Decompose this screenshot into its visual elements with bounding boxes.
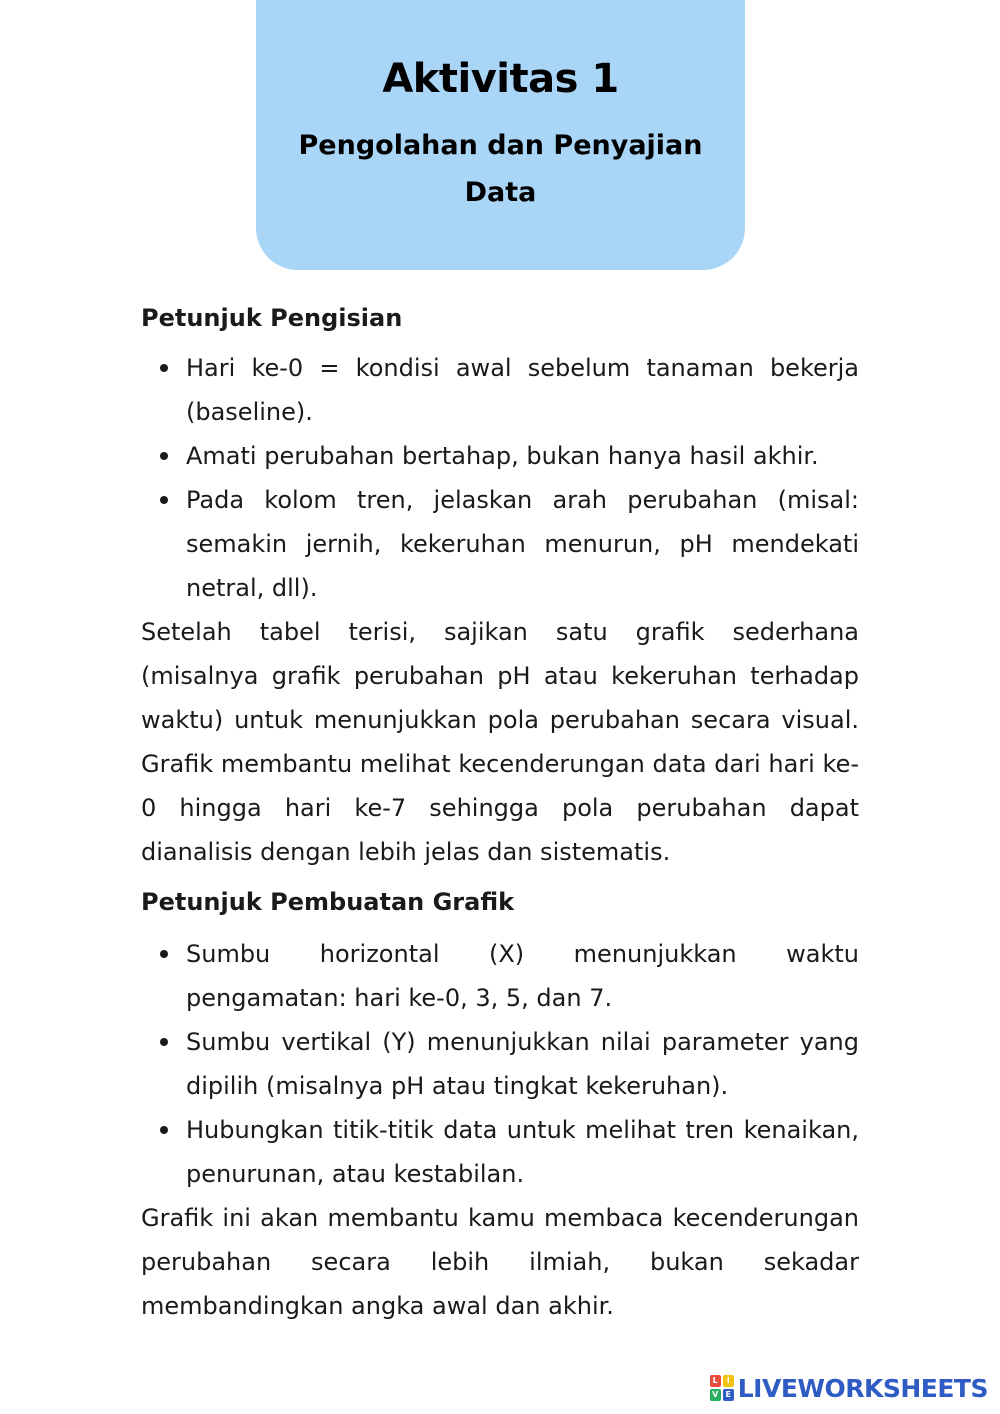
list-item-text: Hari ke-0 = kondisi awal sebelum tanaman bekerja (baseline). xyxy=(186,354,859,426)
activity-header-card xyxy=(256,0,745,270)
bullet-icon xyxy=(160,1126,168,1134)
bullet-icon xyxy=(160,950,168,958)
logo-letter: E xyxy=(723,1389,734,1401)
bullet-icon xyxy=(160,1038,168,1046)
bullet-icon xyxy=(160,496,168,504)
logo-letter: V xyxy=(710,1389,721,1401)
bullet-icon xyxy=(160,364,168,372)
list-item-text: Sumbu vertikal (Y) menunjukkan nilai parameter yang dipilih (misalnya pH atau tingkat kekeruhan). xyxy=(186,1028,859,1100)
list-item-text: Amati perubahan bertahap, bukan hanya hasil akhir. xyxy=(186,442,819,470)
logo-letter: L xyxy=(710,1375,721,1387)
graph-instructions-list xyxy=(141,932,859,1196)
list-item-text: Sumbu horizontal (X) menunjukkan waktu pengamatan: hari ke-0, 3, 5, dan 7. xyxy=(186,940,859,1012)
list-item xyxy=(141,346,859,434)
activity-subtitle: Pengolahan dan Penyajian Data xyxy=(298,130,703,208)
filling-instructions-heading: Petunjuk Pengisian xyxy=(141,304,403,332)
bullet-icon xyxy=(160,452,168,460)
liveworksheets-watermark[interactable] xyxy=(710,1368,988,1408)
liveworksheets-logo-icon xyxy=(710,1375,734,1401)
list-item xyxy=(141,1108,859,1196)
list-item xyxy=(141,478,859,610)
list-item-text: Hubungkan titik-titik data untuk melihat tren kenaikan, penurunan, atau kestabilan. xyxy=(186,1116,859,1188)
activity-title: Aktivitas 1 xyxy=(382,56,619,102)
list-item xyxy=(141,932,859,1020)
list-item xyxy=(141,1020,859,1108)
logo-letter: I xyxy=(723,1375,734,1387)
graph-instructions-heading: Petunjuk Pembuatan Grafik xyxy=(141,888,515,916)
filling-instructions-paragraph: Setelah tabel terisi, sajikan satu grafik sederhana (misalnya grafik perubahan pH atau kekeruhan terhadap waktu) untuk menunjukkan pola perubahan secara visual. Grafik membantu melihat kecenderungan data dari hari ke-0 hingga hari ke-7 sehingga pola perubahan dapat dianalisis dengan lebih jelas dan sistematis. xyxy=(141,618,859,866)
liveworksheets-wordmark: LIVEWORKSHEETS xyxy=(737,1373,988,1403)
list-item-text: Pada kolom tren, jelaskan arah perubahan (misal: semakin jernih, kekeruhan menurun, pH mendekati netral, dll). xyxy=(186,486,859,602)
list-item xyxy=(141,434,859,478)
graph-instructions-paragraph: Grafik ini akan membantu kamu membaca kecenderungan perubahan secara lebih ilmiah, bukan sekadar membandingkan angka awal dan akhir. xyxy=(141,1204,859,1320)
worksheet-content xyxy=(141,296,859,1328)
filling-instructions-list xyxy=(141,346,859,610)
